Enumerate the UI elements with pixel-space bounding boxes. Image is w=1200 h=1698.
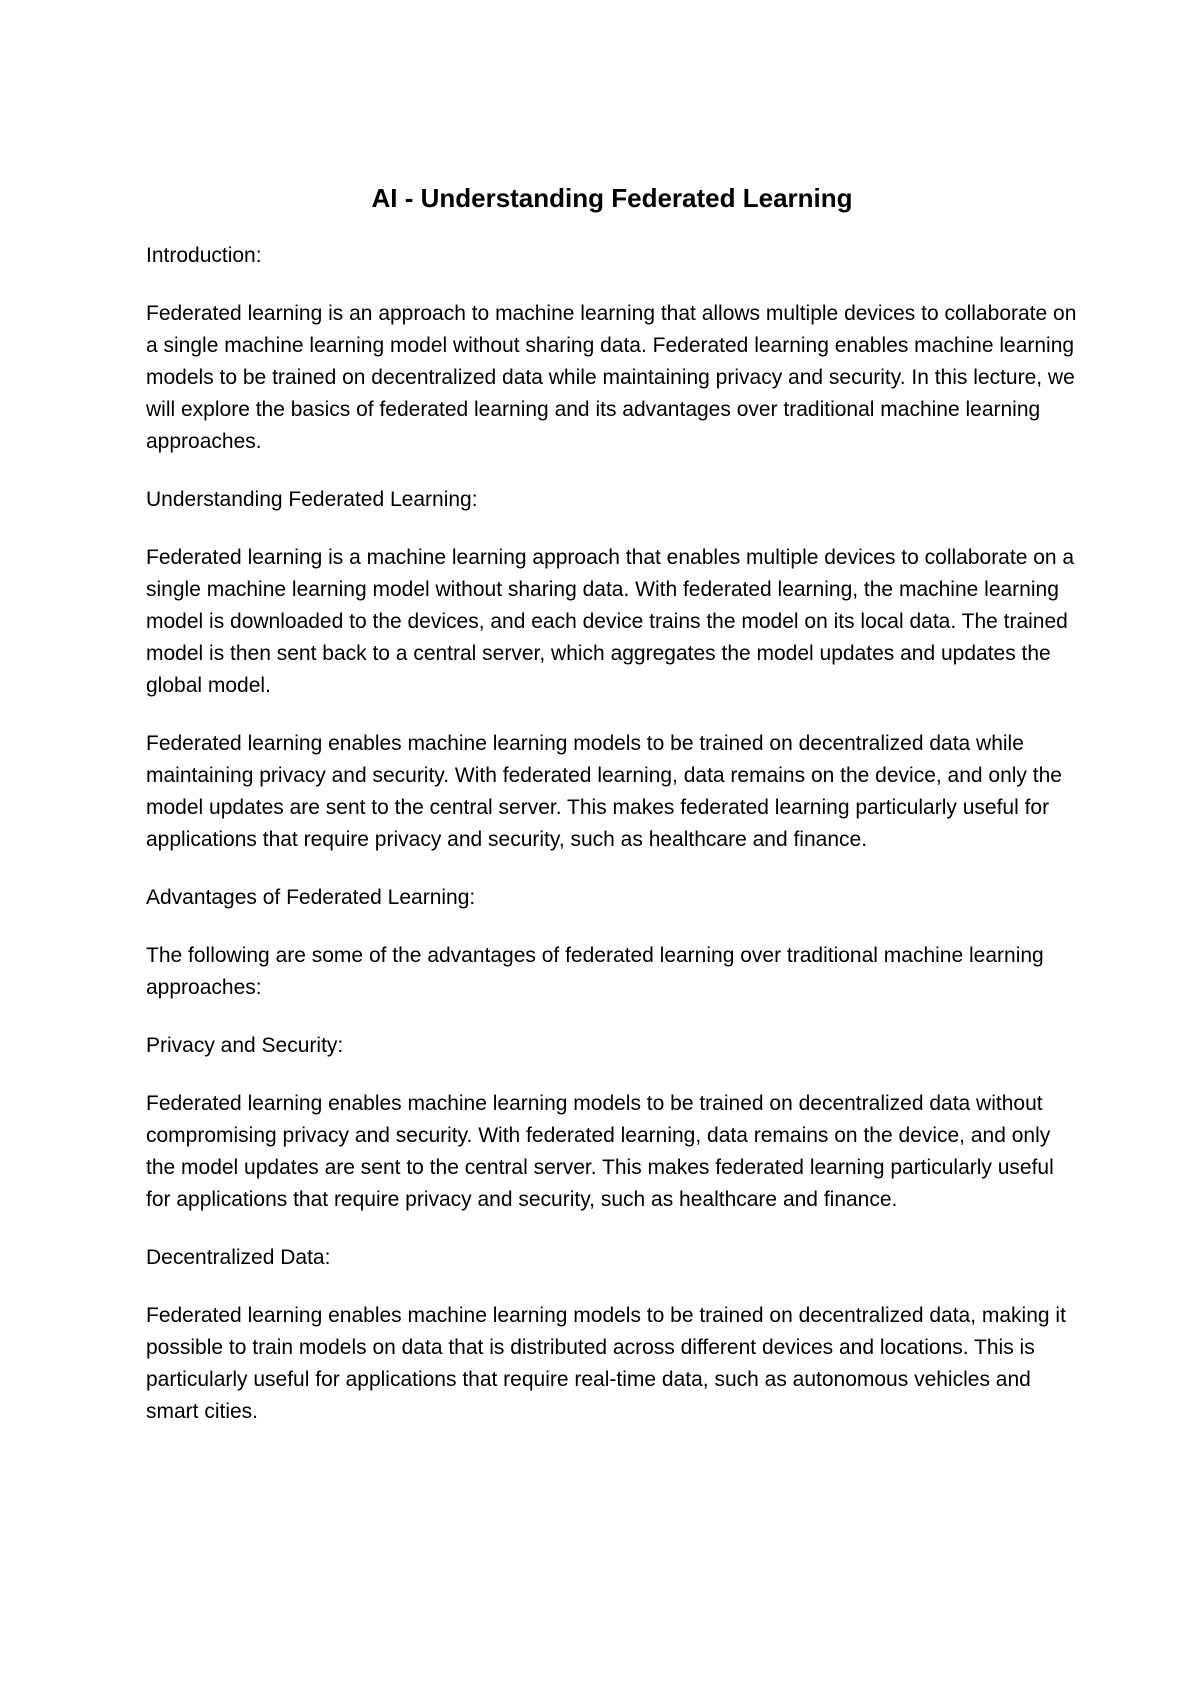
document-page — [146, 180, 1078, 1454]
section-paragraph: Federated learning enables machine learning models to be trained on decentralized data while maintaining privacy and security. With federated learning, data remains on the device, and only the model updates are sent to the central server. This makes federated learning particularly useful for applications that require privacy and security, such as healthcare and finance. — [146, 732, 1062, 851]
section-decentralized-data — [146, 1242, 1078, 1428]
section-introduction — [146, 240, 1078, 458]
section-paragraph: Federated learning enables machine learning models to be trained on decentralized data without compromising privacy and security. With federated learning, data remains on the device, and only the model updates are sent to the central server. This makes federated learning particularly useful for applications that require privacy and security, such as healthcare and finance. — [146, 1092, 1054, 1211]
section-paragraph: Federated learning is a machine learning approach that enables multiple devices to collaborate on a single machine learning model without sharing data. With federated learning, the machine learning model is downloaded to the devices, and each device trains the model on its local data. The trained model is then sent back to a central server, which aggregates the model updates and updates the global model. — [146, 546, 1075, 697]
section-understanding — [146, 484, 1078, 856]
section-heading: Understanding Federated Learning: — [146, 488, 478, 511]
document-title: AI - Understanding Federated Learning — [371, 183, 853, 213]
section-advantages — [146, 882, 1078, 1004]
section-heading: Decentralized Data: — [146, 1246, 331, 1269]
section-heading: Introduction: — [146, 244, 262, 267]
section-paragraph: Federated learning is an approach to machine learning that allows multiple devices to collaborate on a single machine learning model without sharing data. Federated learning enables machine learning models to be trained on decentralized data while maintaining privacy and security. In this lecture, we will explore the basics of federated learning and its advantages over traditional machine learning approaches. — [146, 302, 1077, 453]
section-privacy-security — [146, 1030, 1078, 1216]
section-paragraph: The following are some of the advantages of federated learning over traditional machine learning approaches: — [146, 944, 1044, 999]
section-paragraph: Federated learning enables machine learning models to be trained on decentralized data, making it possible to train models on data that is distributed across different devices and locations. This is particularly useful for applications that require real-time data, such as autonomous vehicles and smart cities. — [146, 1304, 1066, 1423]
section-heading: Privacy and Security: — [146, 1034, 344, 1057]
section-heading: Advantages of Federated Learning: — [146, 886, 476, 909]
